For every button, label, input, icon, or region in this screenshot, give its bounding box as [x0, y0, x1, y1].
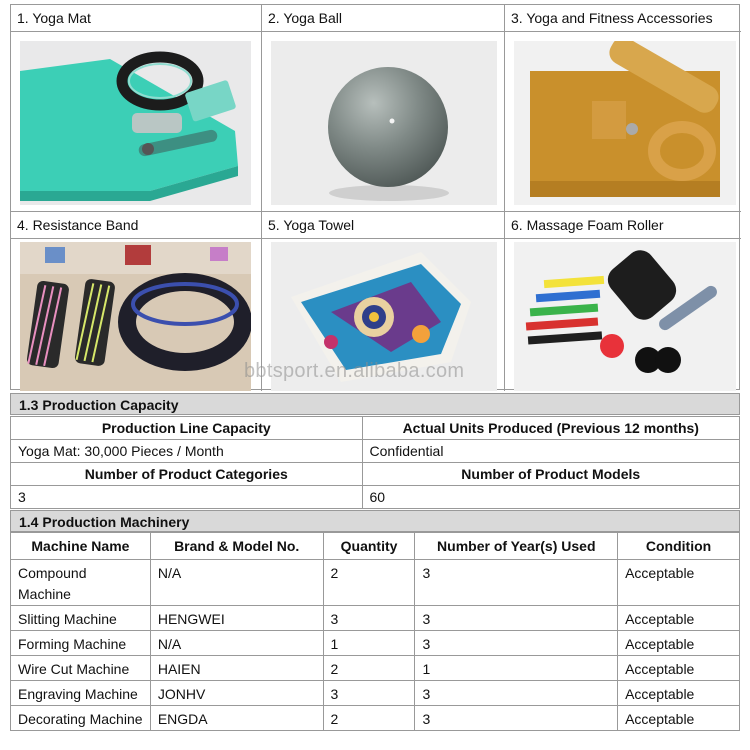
- machine-years: 1: [415, 656, 618, 681]
- capacity-value: Confidential: [362, 440, 739, 463]
- machine-quantity: 3: [323, 606, 415, 631]
- machine-condition: Acceptable: [618, 560, 740, 606]
- foam-roller-photo: [514, 242, 736, 391]
- machine-quantity: 3: [323, 681, 415, 706]
- machine-condition: Acceptable: [618, 681, 740, 706]
- capacity-header: Number of Product Categories: [11, 463, 363, 486]
- product-label: 5. Yoga Towel: [268, 217, 355, 233]
- product-cell-yoga-ball: [262, 5, 505, 212]
- yoga-ball-photo: [271, 41, 497, 205]
- watermark: bbtsport.en.alibaba.com: [244, 360, 465, 382]
- machine-years: 3: [415, 631, 618, 656]
- machine-condition: Acceptable: [618, 656, 740, 681]
- table-row: [11, 706, 740, 731]
- table-row: [11, 560, 740, 606]
- machine-years: 3: [415, 681, 618, 706]
- product-label: 6. Massage Foam Roller: [511, 217, 664, 233]
- capacity-value: 60: [362, 486, 739, 509]
- machine-brand: HAIEN: [150, 656, 323, 681]
- machine-brand: HENGWEI: [150, 606, 323, 631]
- machine-years: 3: [415, 560, 618, 606]
- section-header-production-machinery: 1.4 Production Machinery: [10, 510, 740, 532]
- accessories-photo: [514, 41, 736, 205]
- table-row: [11, 631, 740, 656]
- capacity-header: Production Line Capacity: [11, 417, 363, 440]
- machinery-table: [10, 532, 740, 731]
- machine-name: Wire Cut Machine: [11, 656, 151, 681]
- table-row: [11, 681, 740, 706]
- machine-brand: N/A: [150, 631, 323, 656]
- machine-brand: JONHV: [150, 681, 323, 706]
- product-cell-accessories: [505, 5, 741, 212]
- machinery-header: Brand & Model No.: [150, 533, 323, 560]
- capacity-table: [10, 416, 740, 509]
- product-label: 3. Yoga and Fitness Accessories: [511, 10, 713, 26]
- product-label: 4. Resistance Band: [17, 217, 139, 233]
- product-label: 1. Yoga Mat: [17, 10, 91, 26]
- machinery-header: Quantity: [323, 533, 415, 560]
- machine-years: 3: [415, 706, 618, 731]
- product-cell-resistance-band: [11, 212, 262, 391]
- product-grid: [10, 4, 740, 390]
- machine-condition: Acceptable: [618, 606, 740, 631]
- machinery-header: Condition: [618, 533, 740, 560]
- machine-name: Engraving Machine: [11, 681, 151, 706]
- product-cell-foam-roller: [505, 212, 741, 391]
- machinery-header: Machine Name: [11, 533, 151, 560]
- resistance-band-photo: [20, 242, 251, 391]
- machine-condition: Acceptable: [618, 631, 740, 656]
- machine-name: Compound Machine: [11, 560, 151, 606]
- machine-name: Slitting Machine: [11, 606, 151, 631]
- capacity-header: Number of Product Models: [362, 463, 739, 486]
- machine-name: Forming Machine: [11, 631, 151, 656]
- capacity-value: 3: [11, 486, 363, 509]
- machinery-header: Number of Year(s) Used: [415, 533, 618, 560]
- machine-quantity: 2: [323, 706, 415, 731]
- machine-brand: N/A: [150, 560, 323, 606]
- section-header-production-capacity: 1.3 Production Capacity: [10, 393, 740, 415]
- capacity-header: Actual Units Produced (Previous 12 months): [362, 417, 739, 440]
- machine-quantity: 2: [323, 560, 415, 606]
- yoga-mat-photo: [20, 41, 251, 205]
- machine-name: Decorating Machine: [11, 706, 151, 731]
- table-row: [11, 606, 740, 631]
- product-label: 2. Yoga Ball: [268, 10, 342, 26]
- machine-condition: Acceptable: [618, 706, 740, 731]
- machine-years: 3: [415, 606, 618, 631]
- machine-brand: ENGDA: [150, 706, 323, 731]
- machine-quantity: 1: [323, 631, 415, 656]
- table-row: [11, 656, 740, 681]
- capacity-value: Yoga Mat: 30,000 Pieces / Month: [11, 440, 363, 463]
- product-cell-yoga-mat: [11, 5, 262, 212]
- machine-quantity: 2: [323, 656, 415, 681]
